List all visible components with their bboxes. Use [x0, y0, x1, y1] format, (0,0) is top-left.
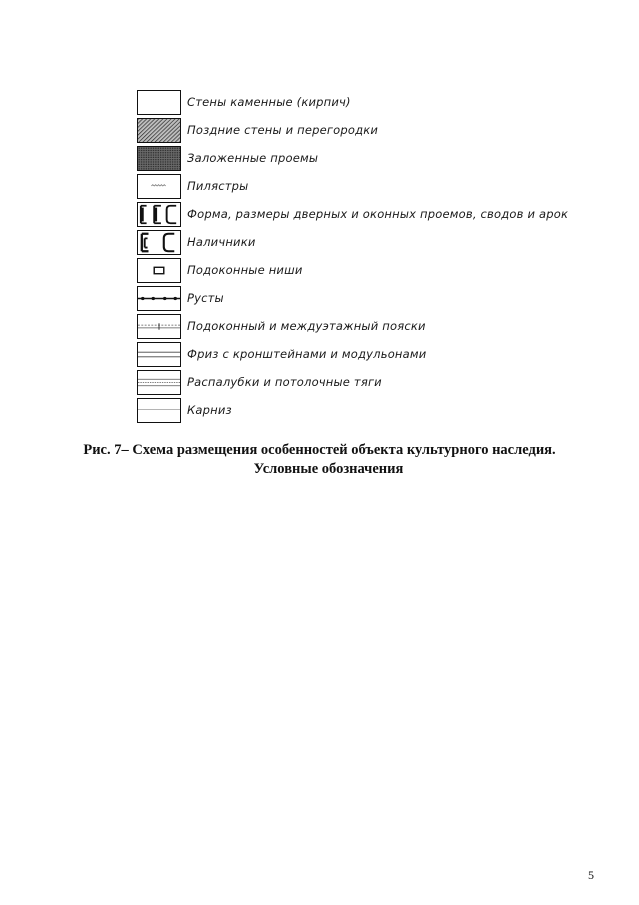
- page-number: 5: [588, 868, 594, 882]
- legend-label: Распалубки и потолочные тяги: [187, 375, 382, 389]
- legend-label: Форма, размеры дверных и оконных проемов, сводов и арок: [187, 207, 569, 221]
- legend-item-window-niches: [137, 258, 497, 285]
- legend-item-late-walls: [137, 118, 497, 145]
- legend-label: Фриз с кронштейнами и модульонами: [187, 347, 427, 361]
- legend-item-cornice: [137, 398, 497, 425]
- legend-item-openings-form: [137, 202, 569, 229]
- legend-item-filled-openings: [137, 146, 497, 173]
- frieze-swatch-icon: [137, 342, 181, 367]
- legend-item-rustication: [137, 286, 497, 313]
- openings-form-swatch-icon: [137, 202, 181, 227]
- legend-label: Карниз: [187, 403, 232, 417]
- caption-line-2: Условные обозначения: [253, 461, 404, 477]
- legend-item-frieze: [137, 342, 497, 369]
- legend-item-pilasters: [137, 174, 497, 201]
- vault-ceiling-swatch-icon: [137, 370, 181, 395]
- legend-label: Пилястры: [187, 179, 249, 193]
- cornice-swatch-icon: [137, 398, 181, 423]
- legend-item-vault-ceiling: [137, 370, 497, 397]
- legend-label: Русты: [187, 291, 224, 305]
- legend-label: Подоконные ниши: [187, 263, 303, 277]
- legend-label: Заложенные проемы: [187, 151, 319, 165]
- legend-item-platbands: [137, 230, 497, 257]
- legend-item-belts: [137, 314, 497, 341]
- caption-line-1: Рис. 7– Схема размещения особенностей объекта культурного наследия.: [83, 442, 556, 458]
- platbands-swatch-icon: [137, 230, 181, 255]
- hatched-swatch-icon: [137, 118, 181, 143]
- legend-item-stone-walls: [137, 90, 497, 117]
- belts-swatch-icon: [137, 314, 181, 339]
- pilaster-swatch-icon: [137, 174, 181, 199]
- niche-swatch-icon: [137, 258, 181, 283]
- legend-label: Наличники: [187, 235, 256, 249]
- legend-label: Поздние стены и перегородки: [187, 123, 379, 137]
- figure-caption: [0, 441, 639, 479]
- dotted-fill-swatch-icon: [137, 146, 181, 171]
- stone-walls-swatch-icon: [137, 90, 181, 115]
- rustication-swatch-icon: [137, 286, 181, 311]
- legend-label: Стены каменные (кирпич): [187, 95, 351, 109]
- legend-label: Подоконный и междуэтажный пояски: [187, 319, 426, 333]
